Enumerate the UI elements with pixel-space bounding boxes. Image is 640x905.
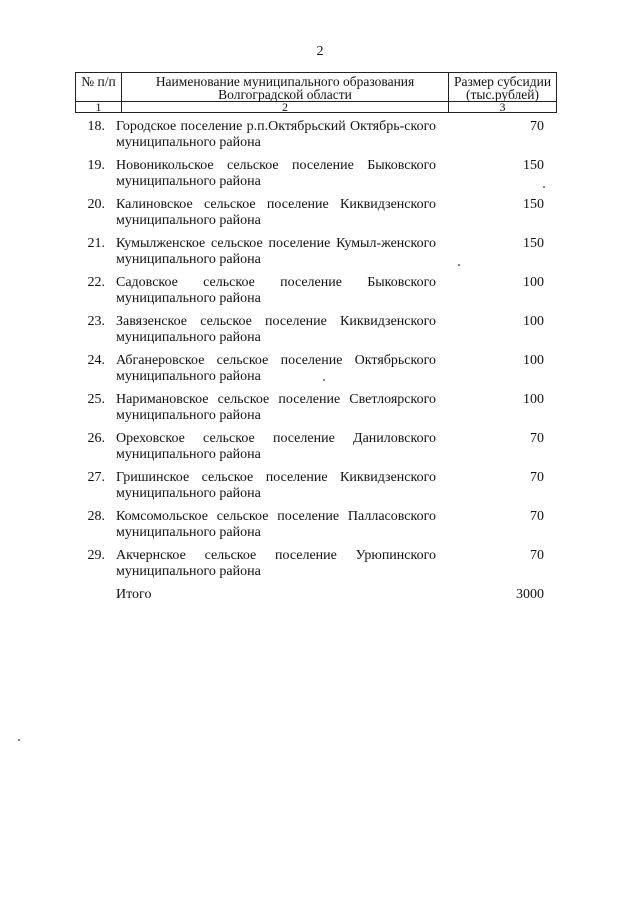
table-row	[75, 119, 557, 150]
total-spacer	[75, 587, 116, 603]
subsidy-amount: 150	[523, 197, 544, 212]
subsidy-amount: 100	[523, 392, 544, 407]
row-number: 24.	[87, 353, 105, 368]
municipality-name: Кумылженское сельское поселение Кумыл-женского муниципального района	[116, 236, 436, 267]
municipality-name: Гришинское сельское поселение Киквидзенского муниципального района	[116, 470, 436, 501]
row-number: 28.	[87, 509, 105, 524]
subsidy-amount: 70	[530, 119, 544, 134]
column-index: 3	[449, 102, 557, 113]
table-row	[75, 158, 557, 189]
row-number: 29.	[87, 548, 105, 563]
municipality-name: Завязенское сельское поселение Киквидзенского муниципального района	[116, 314, 436, 345]
row-number: 23.	[87, 314, 105, 329]
municipality-name: Комсомольское сельское поселение Палласовского муниципального района	[116, 509, 436, 540]
total-row	[75, 587, 557, 603]
municipality-name: Садовское сельское поселение Быковского муниципального района	[116, 275, 436, 306]
municipality-name: Новоникольское сельское поселение Быковского муниципального района	[116, 158, 436, 189]
table-row	[75, 275, 557, 306]
table-row	[75, 509, 557, 540]
subsidy-amount: 100	[523, 314, 544, 329]
subsidy-amount: 70	[530, 431, 544, 446]
total-amount: 3000	[516, 587, 544, 602]
table-row	[75, 431, 557, 462]
municipality-name: Ореховское сельское поселение Даниловского муниципального района	[116, 431, 436, 462]
header-num: № п/п	[76, 73, 122, 102]
subsidy-amount: 150	[523, 236, 544, 251]
subsidy-amount: 100	[523, 275, 544, 290]
row-number: 26.	[87, 431, 105, 446]
scan-speck	[323, 379, 325, 381]
row-number: 27.	[87, 470, 105, 485]
subsidy-amount: 70	[530, 470, 544, 485]
municipality-name: Абганеровское сельское поселение Октябрьского муниципального района	[116, 353, 436, 384]
page-number: 2	[316, 44, 324, 59]
row-number: 20.	[87, 197, 105, 212]
municipality-name: Городское поселение р.п.Октябрьский Октябрь-ского муниципального района	[116, 119, 436, 150]
column-index: 2	[122, 102, 449, 113]
header-row	[76, 73, 557, 102]
municipality-name: Акчернское сельское поселение Урюпинского муниципального района	[116, 548, 436, 579]
scan-speck	[458, 264, 460, 266]
column-index: 1	[76, 102, 122, 113]
row-number: 25.	[87, 392, 105, 407]
table-body	[75, 119, 557, 603]
scan-speck	[543, 186, 545, 188]
table-row	[75, 314, 557, 345]
subsidy-amount: 150	[523, 158, 544, 173]
municipality-name: Наримановское сельское поселение Светлоярского муниципального района	[116, 392, 436, 423]
row-number: 22.	[87, 275, 105, 290]
subsidy-amount: 100	[523, 353, 544, 368]
row-number: 21.	[87, 236, 105, 251]
header-name: Наименование муниципального образования Волгоградской области	[122, 73, 449, 102]
total-label: Итого	[116, 587, 152, 602]
table-row	[75, 197, 557, 228]
scan-speck	[18, 739, 20, 741]
table-header	[75, 72, 557, 113]
table-row	[75, 470, 557, 501]
table-row	[75, 392, 557, 423]
subsidy-amount: 70	[530, 509, 544, 524]
row-number: 18.	[87, 119, 105, 134]
table-row	[75, 353, 557, 384]
table-row	[75, 236, 557, 267]
header-amount: Размер субсидии (тыс.рублей)	[449, 73, 557, 102]
subsidy-amount: 70	[530, 548, 544, 563]
municipality-name: Калиновское сельское поселение Киквидзенского муниципального района	[116, 197, 436, 228]
table-row	[75, 548, 557, 579]
column-index-row	[76, 102, 557, 113]
row-number: 19.	[87, 158, 105, 173]
